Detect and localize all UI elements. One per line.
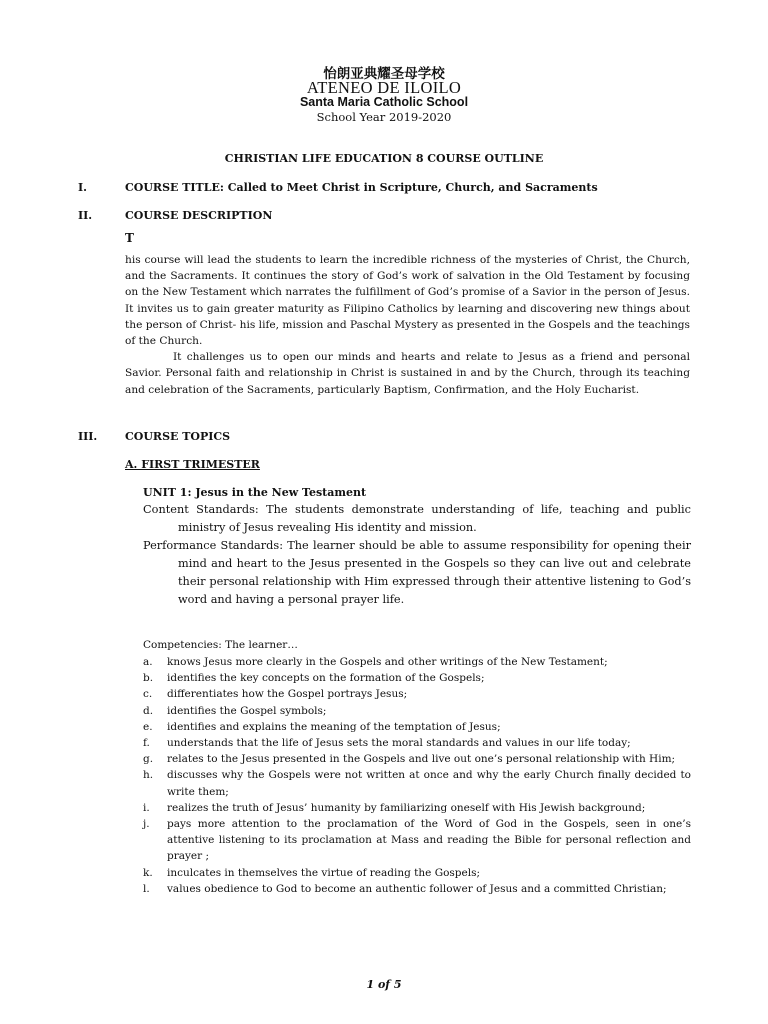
competency-text: relates to the Jesus presented in the Gospels and live out one’s personal relationship with Him; — [167, 753, 676, 766]
competency-item — [143, 865, 691, 881]
competency-marker: a. — [143, 656, 153, 668]
document-title: CHRISTIAN LIFE EDUCATION 8 COURSE OUTLINE — [224, 152, 544, 165]
competency-text: knows Jesus more clearly in the Gospels and other writings of the New Testament; — [167, 656, 608, 668]
competency-text: identifies and explains the meaning of the temptation of Jesus; — [167, 720, 501, 733]
standards-block — [143, 501, 691, 609]
competency-marker: g. — [143, 753, 154, 766]
section-numeral-2: II. — [78, 209, 93, 222]
school-year: School Year 2019-2020 — [316, 110, 452, 124]
description-paragraph-2: It challenges us to open our minds and hearts and relate to Jesus as a friend and personal Savior. Personal faith and relationship in Christ is sustained in and by the Church, through its teaching and celebration of the Sacraments, particularly Baptism, Confirmation, and the Holy Eucharist. — [125, 351, 690, 396]
competency-marker: i. — [143, 801, 150, 814]
competency-text: understands that the life of Jesus sets the moral standards and values in our life today; — [167, 737, 631, 750]
course-description-heading: COURSE DESCRIPTION — [125, 209, 273, 222]
section-numeral-3: III. — [78, 430, 98, 443]
competency-marker: e. — [143, 720, 153, 733]
competency-item — [143, 767, 691, 799]
competency-text: inculcates in themselves the virtue of reading the Gospels; — [167, 866, 481, 879]
competency-text: discusses why the Gospels were not written at once and why the early Church finally decided to write them; — [167, 769, 691, 798]
competency-item — [143, 703, 691, 719]
competency-marker: h. — [143, 769, 154, 782]
description-paragraph-1: his course will lead the students to learn the incredible richness of the mysteries of Christ, the Church, and the Sacraments. It continues the story of God’s work of salvation in the Old Testament by focusing on the New Testament which narrates the fulfillment of God’s promise of a Savior in the person of Jesus. It invites us to gain greater maturity as Filipino Catholics by learning and discovering new things about the person of Christ- his life, mission and Paschal Mystery as presented in the Gospels and the teachings of the Church. — [125, 254, 690, 348]
section-numeral-1: I. — [78, 181, 87, 194]
competency-item — [143, 881, 691, 897]
competencies-heading: Competencies: The learner… — [143, 639, 298, 651]
competency-marker: b. — [143, 672, 154, 685]
competency-marker: f. — [143, 737, 150, 750]
trimester-heading: A. FIRST TRIMESTER — [125, 458, 260, 471]
competency-text: identifies the Gospel symbols; — [167, 704, 327, 717]
competency-marker: j. — [143, 818, 150, 831]
performance-standards: Performance Standards: The learner should be able to assume responsibility for opening their mind and heart to the Jesus presented in the Gospels so they can live out and celebrate their personal relationship with Him expressed through their attentive listening to God’s word and having a personal prayer life. — [143, 539, 691, 606]
competency-item — [143, 670, 691, 686]
school-chinese-name: 怡朗亚典耀圣母学校 — [323, 66, 445, 82]
competency-item — [143, 751, 691, 767]
course-title: COURSE TITLE: Called to Meet Christ in Scripture, Church, and Sacraments — [125, 181, 598, 194]
competency-item — [143, 816, 691, 865]
course-description-body — [125, 252, 690, 398]
competency-item — [143, 800, 691, 816]
competency-marker: c. — [143, 688, 153, 701]
competency-text: pays more attention to the proclamation of the Word of God in the Gospels, seen in one’s attentive listening to its proclamation at Mass and reading the Bible for personal reflection and prayer ; — [167, 818, 691, 863]
content-standards: Content Standards: The students demonstrate understanding of life, teaching and public ministry of Jesus revealing His identity and mission. — [143, 503, 691, 534]
competency-item — [143, 654, 691, 670]
competencies-list — [143, 654, 691, 897]
competency-marker: l. — [143, 882, 150, 895]
school-subtitle: Santa Maria Catholic School — [299, 95, 469, 109]
competency-text: realizes the truth of Jesus’ humanity by familiarizing oneself with His Jewish background; — [167, 801, 646, 814]
page-number: 1 of 5 — [366, 978, 402, 991]
competency-text: identifies the key concepts on the formation of the Gospels; — [167, 672, 485, 685]
course-topics-heading: COURSE TOPICS — [125, 430, 231, 443]
competency-item — [143, 735, 691, 751]
school-name: ATENEO DE ILOILO — [306, 78, 462, 97]
competency-item — [143, 719, 691, 735]
unit-title: UNIT 1: Jesus in the New Testament — [143, 486, 367, 499]
competency-text: values obedience to God to become an authentic follower of Jesus and a committed Christian; — [167, 882, 667, 895]
competency-item — [143, 686, 691, 702]
competency-marker: k. — [143, 866, 153, 879]
competency-text: differentiates how the Gospel portrays Jesus; — [167, 688, 408, 701]
competency-marker: d. — [143, 704, 154, 717]
drop-cap: T — [125, 231, 134, 245]
